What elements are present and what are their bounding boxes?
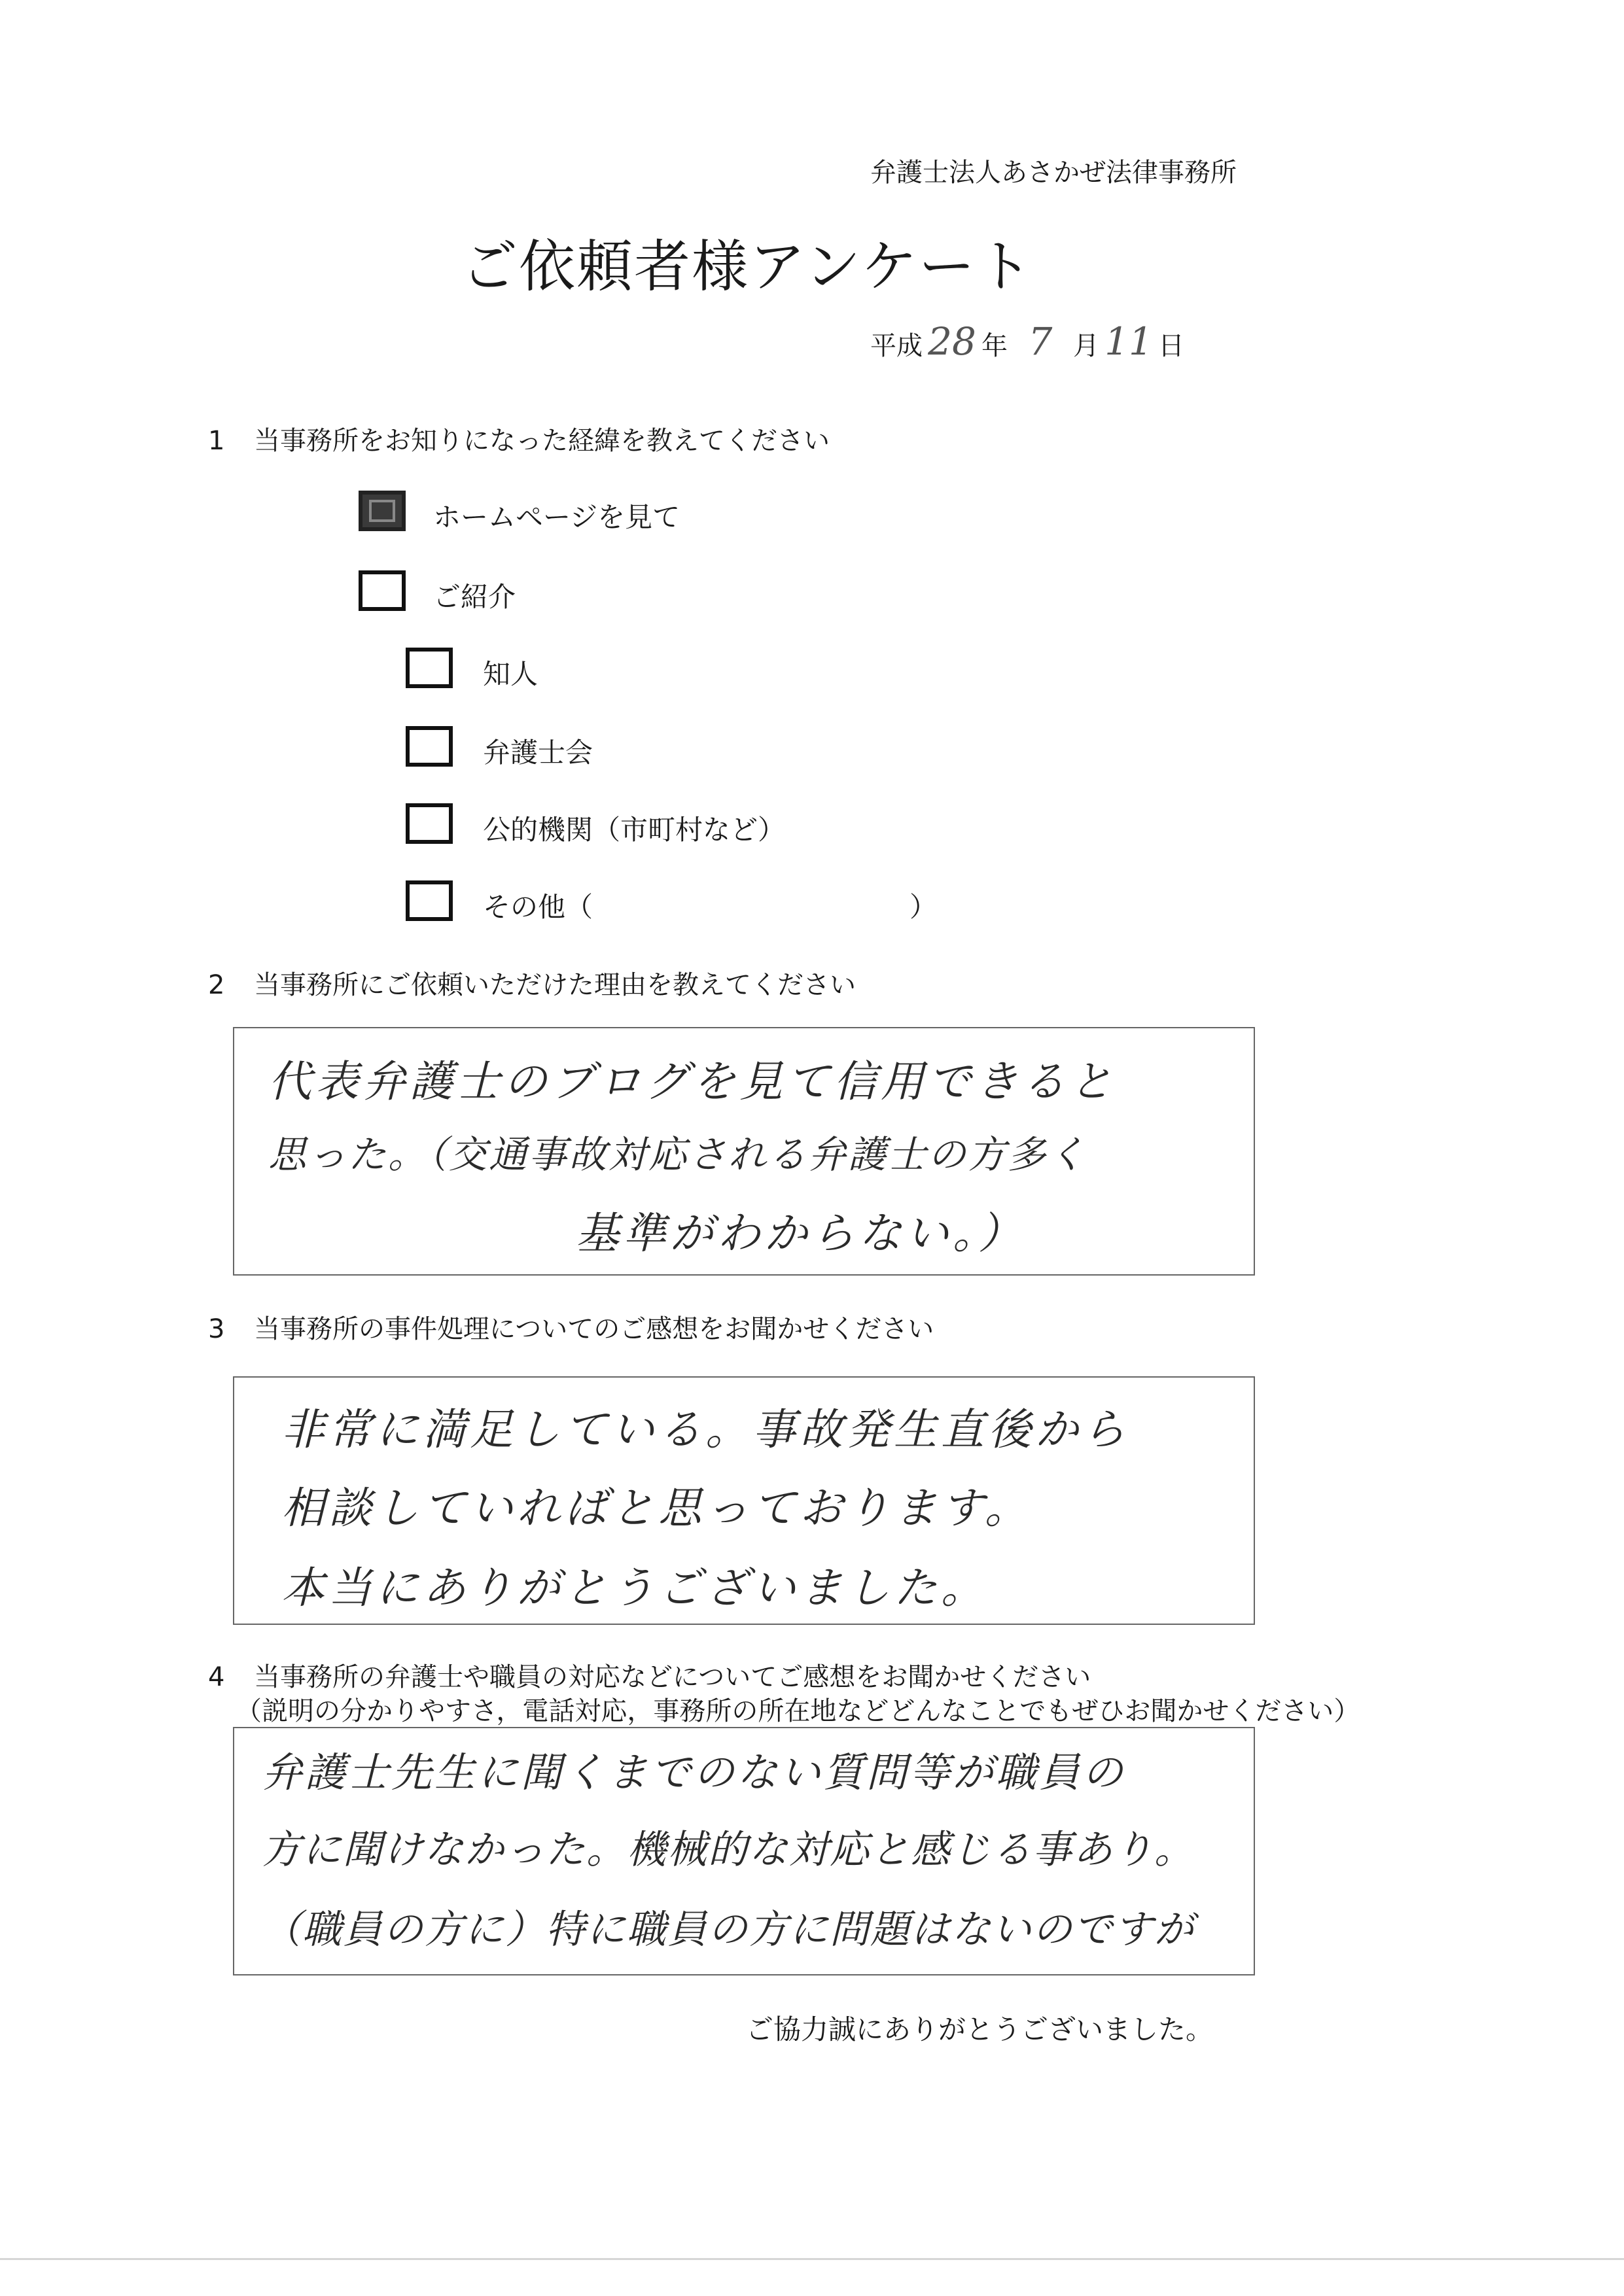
- option-homepage-checkbox[interactable]: [359, 491, 406, 531]
- question-3-text: 当事務所の事件処理についてのご感想をお聞かせください: [254, 1314, 934, 1344]
- date-day: 11: [1104, 319, 1153, 364]
- question-4-number: 4: [208, 1662, 225, 1692]
- date-year: 28: [928, 319, 976, 364]
- option-homepage-label: ホームページを見て: [433, 501, 680, 533]
- option-bar-association-label: 弁護士会: [483, 737, 593, 769]
- date-line: [870, 319, 1184, 364]
- answer-4-line-3: （職員の方に）特に職員の方に問題はないのですが: [262, 1907, 1195, 1953]
- answer-3-line-3: 本当にありがとうございました。: [281, 1563, 988, 1613]
- question-4-text: 当事務所の弁護士や職員の対応などについてご感想をお聞かせください: [254, 1662, 1091, 1692]
- option-acquaintance-label: 知人: [483, 658, 538, 690]
- answer-2-line-1: 代表弁護士のブログを見て信用できると: [268, 1056, 1116, 1107]
- question-1-number: 1: [208, 426, 225, 456]
- answer-4-line-1: 弁護士先生に聞くまでのない質問等が職員の: [262, 1748, 1126, 1796]
- closing-message: ご協力誠にありがとうございました。: [746, 2013, 1214, 2045]
- answer-4-line-2: 方に聞けなかった。機械的な対応と感じる事あり。: [262, 1827, 1195, 1873]
- scan-edge-line: [0, 2258, 1624, 2260]
- option-referral-checkbox[interactable]: [359, 570, 406, 611]
- option-other-close-paren: ）: [909, 891, 938, 923]
- organization-name: 弁護士法人あさかぜ法律事務所: [870, 158, 1237, 188]
- option-bar-association-checkbox[interactable]: [406, 726, 453, 767]
- option-acquaintance-checkbox[interactable]: [406, 648, 453, 688]
- question-2: [208, 964, 856, 1001]
- option-other-checkbox[interactable]: [406, 880, 453, 921]
- date-day-label: 日: [1158, 331, 1184, 361]
- question-4: [208, 1656, 1091, 1694]
- question-3: [208, 1308, 934, 1346]
- question-2-number: 2: [208, 970, 225, 1000]
- date-era: 平成: [870, 331, 923, 361]
- date-month: 7: [1028, 319, 1053, 364]
- answer-3-line-2: 相談していればと思っております。: [281, 1483, 1032, 1533]
- answer-2-line-2: 思った。（交通事故対応される弁護士の方多く: [268, 1132, 1088, 1177]
- question-3-number: 3: [208, 1314, 225, 1344]
- answer-3-line-1: 非常に満足している。事故発生直後から: [281, 1404, 1129, 1455]
- date-year-label: 年: [981, 331, 1008, 361]
- question-1: [208, 420, 830, 457]
- question-2-text: 当事務所にご依頼いただけた理由を教えてください: [254, 970, 856, 1000]
- option-referral-label: ご紹介: [433, 581, 516, 613]
- question-4-subtext: （説明の分かりやすさ，電話対応，事務所の所在地などどんなことでもぜひお聞かせください）: [236, 1696, 1360, 1726]
- answer-2-line-3: 基準がわからない。）: [576, 1208, 1025, 1259]
- question-1-text: 当事務所をお知りになった経緯を教えてください: [254, 426, 830, 456]
- option-public-agency-label: 公的機関（市町村など）: [483, 814, 786, 846]
- option-public-agency-checkbox[interactable]: [406, 803, 453, 844]
- option-other-label: その他（: [483, 891, 593, 923]
- date-month-label: 月: [1073, 331, 1099, 361]
- survey-title: ご依頼者様アンケート: [461, 234, 1034, 300]
